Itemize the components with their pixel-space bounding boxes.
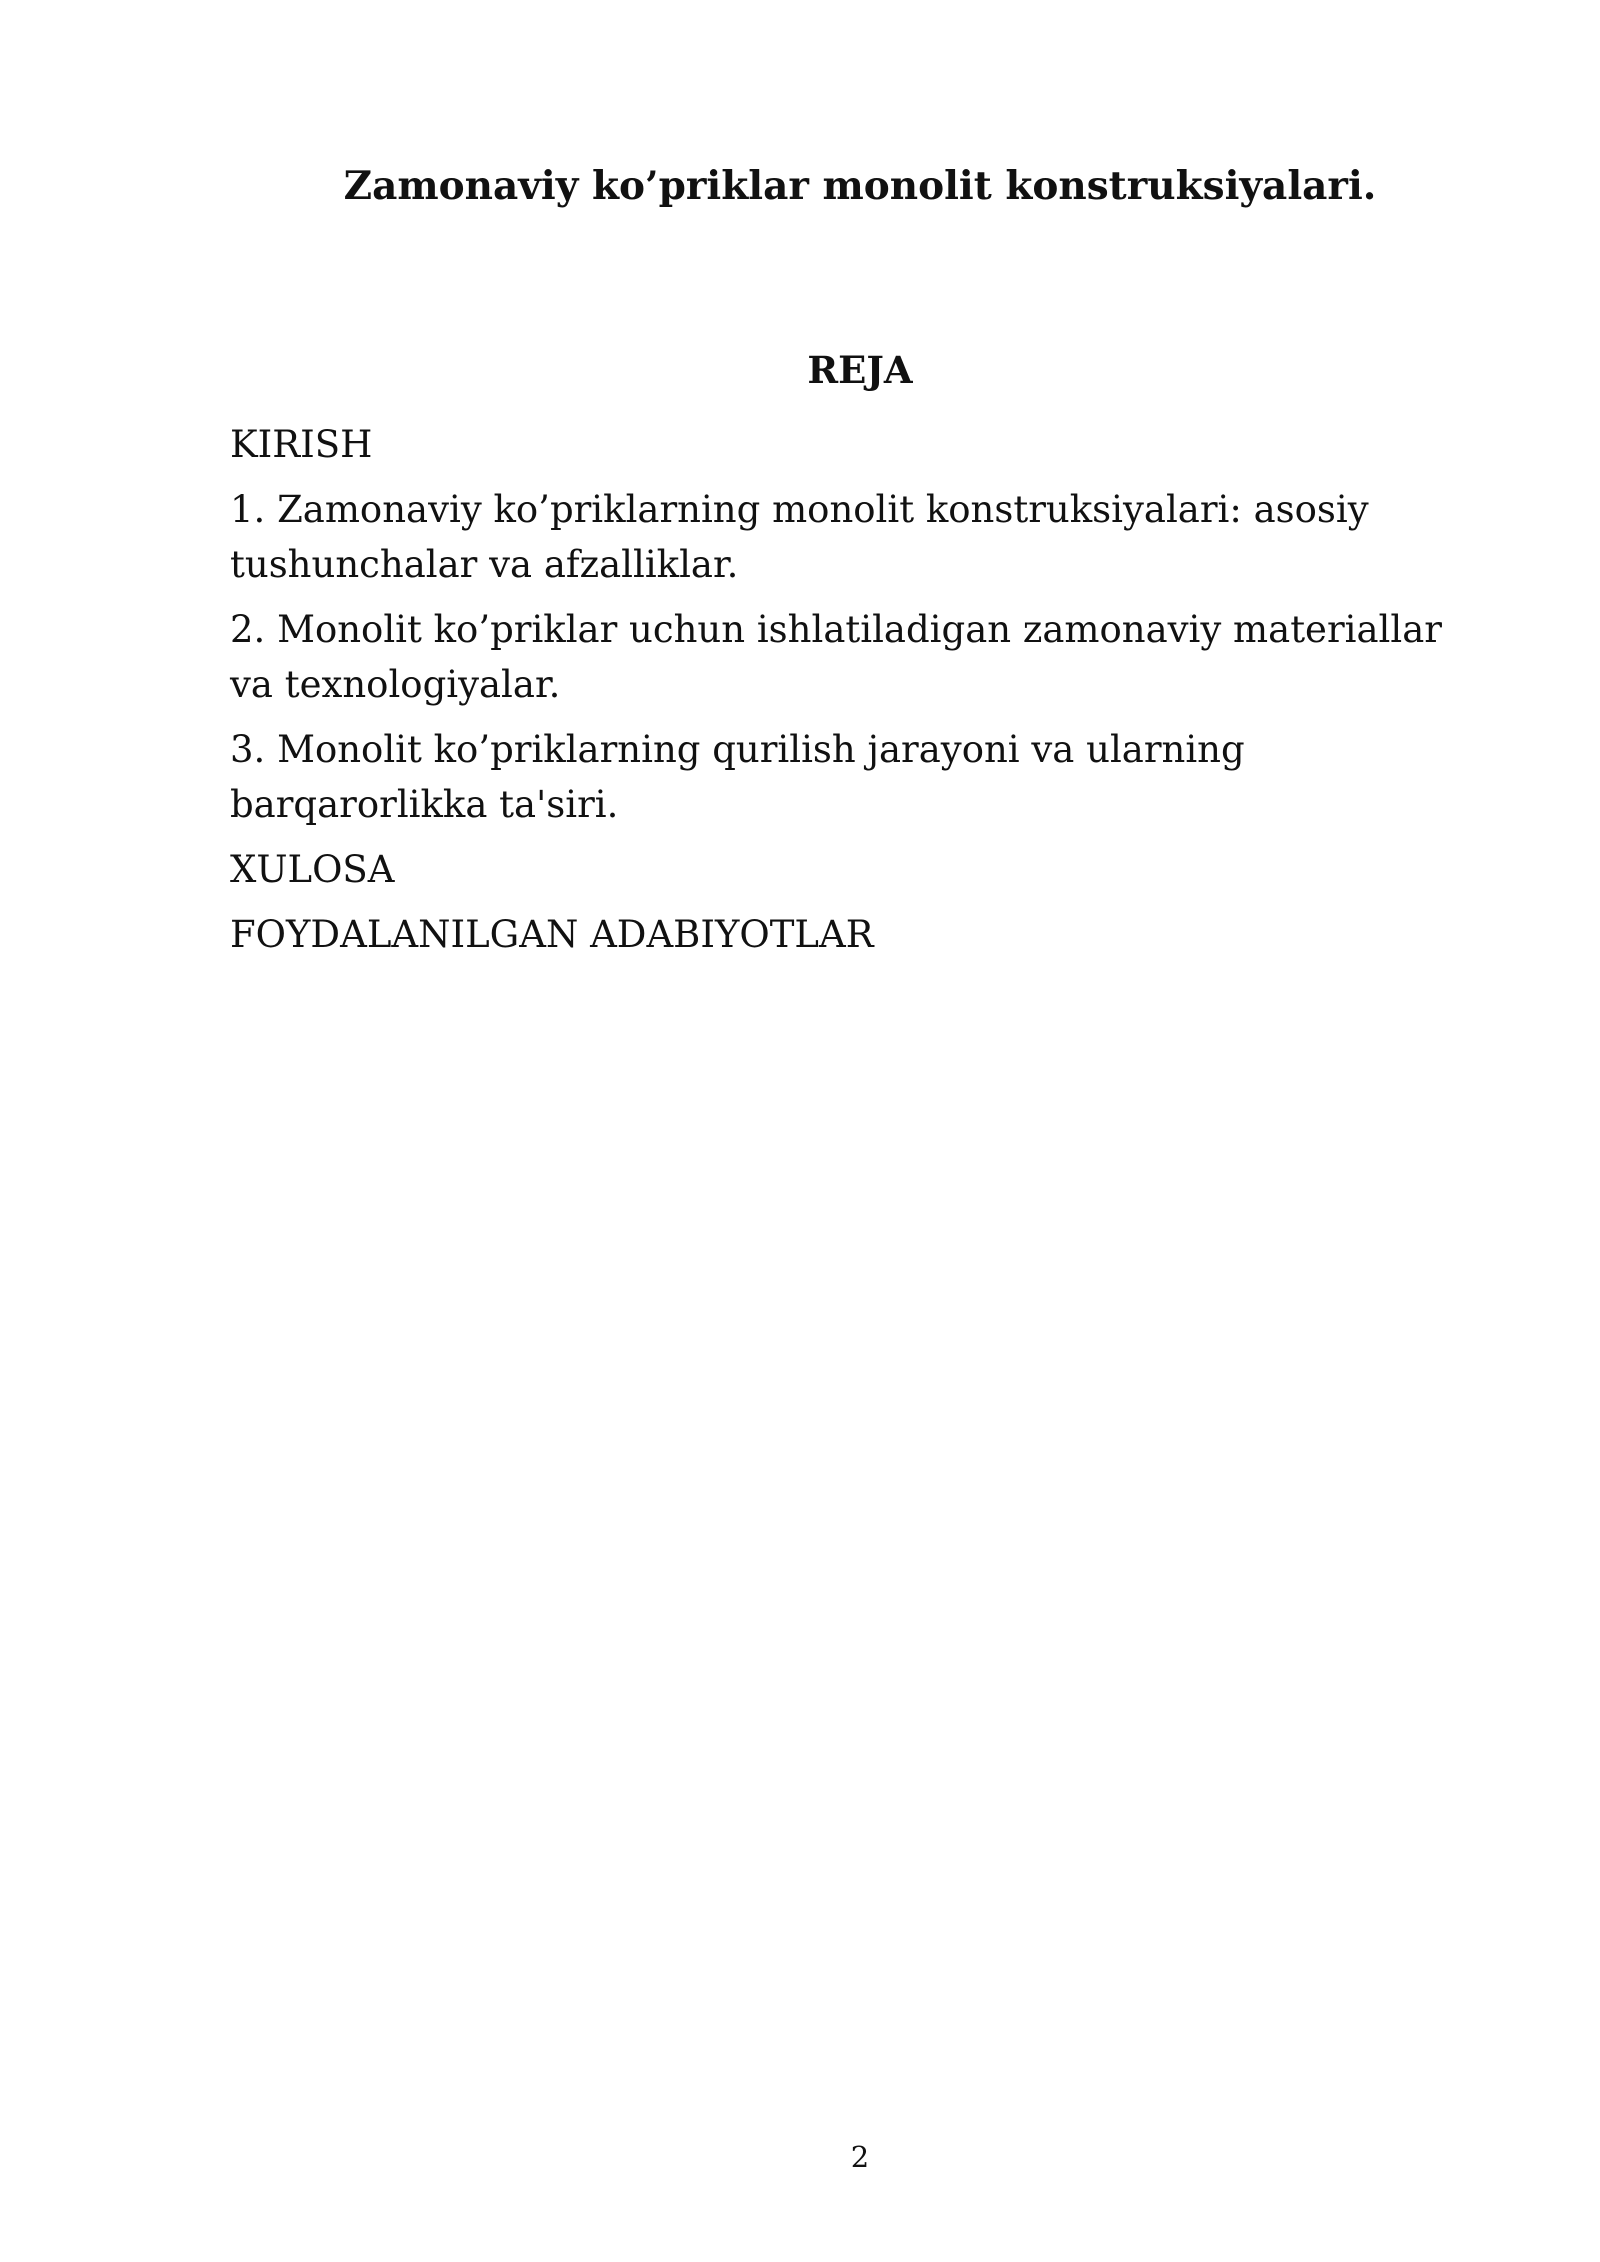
plan-list: [230, 417, 1480, 972]
plan-heading: REJA: [807, 348, 913, 392]
plan-item-conclusion: XULOSA: [230, 848, 395, 891]
plan-item-2: 2. Monolit ko’priklar uchun ishlatiladigan zamonaviy materiallar va texnologiyalar.: [230, 608, 1442, 706]
plan-item-1: 1. Zamonaviy ko’priklarning monolit konstruksiyalari: asosiy tushunchalar va afzalliklar.: [230, 488, 1369, 586]
document-title: Zamonaviy ko’priklar monolit konstruksiyalari.: [343, 163, 1377, 209]
plan-item-3: 3. Monolit ko’priklarning qurilish jarayoni va ularning barqarorlikka ta'siri.: [230, 728, 1245, 826]
plan-item-references: FOYDALANILGAN ADABIYOTLAR: [230, 913, 874, 956]
page-number: 2: [850, 2140, 870, 2174]
plan-item-introduction: KIRISH: [230, 423, 373, 466]
